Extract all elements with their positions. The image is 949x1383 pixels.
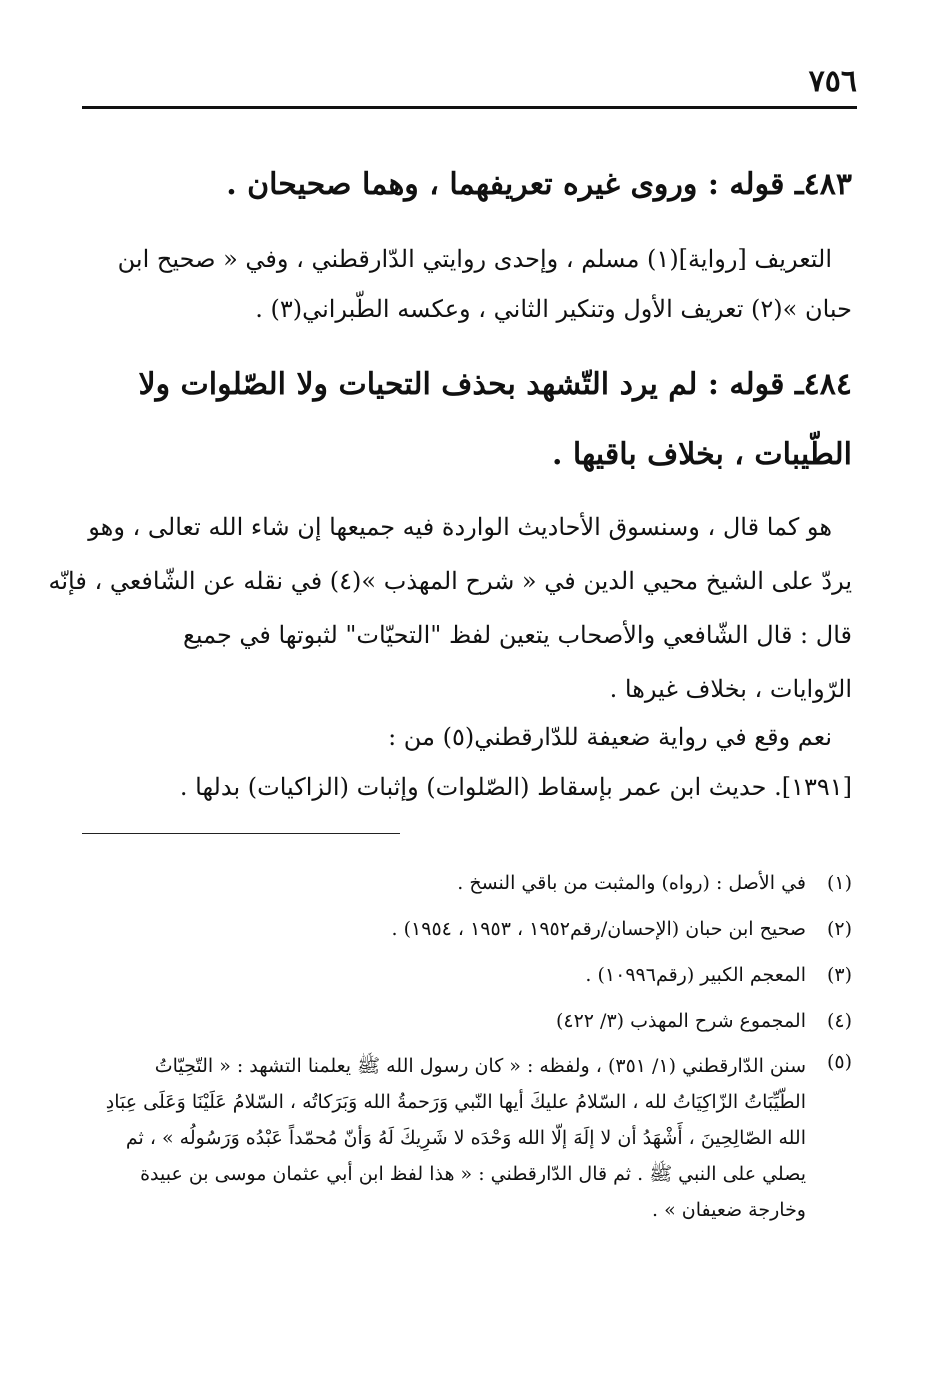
footnote-text: المعجم الكبير (رقم١٠٩٩٦) . [585, 964, 806, 986]
paragraph-note [82, 712, 852, 812]
hadith-reference-1391: [١٣٩١]. حديث ابن عمر بإسقاط (الصّلوات) وإثبات (الزاكيات) بدلها . [179, 773, 852, 801]
footnote-text: في الأصل : (رواه) والمثبت من باقي النسخ . [457, 872, 806, 894]
footnotes [82, 860, 852, 1228]
paragraph-484 [48, 500, 852, 716]
footnote-text: المجموع شرح المهذب (٣/ ٤٢٢) [555, 1010, 806, 1032]
footnote-number: (٥) [826, 1051, 852, 1073]
paragraph-484-line-3: قال : قال الشّافعي والأصحاب يتعين لفظ "التحيّات" لثبوتها في جميع [183, 621, 852, 649]
footnote-4 [82, 998, 852, 1044]
paragraph-483-line-2: حبان »(٢) تعريف الأول وتنكير الثاني ، وعكسه الطّبراني(٣) . [255, 295, 852, 323]
paragraph-483-line-1: التعريف [رواية](١) مسلم ، وإحدى روايتي الدّارقطني ، وفي « صحيح ابن [117, 245, 832, 273]
footnote-2 [82, 906, 852, 952]
heading-484-line-2: الطّيبات ، بخلاف باقيها . [551, 437, 852, 472]
footnote-1 [82, 860, 852, 906]
footnote-5-line-1: سنن الدّارقطني (١/ ٣٥١) ، ولفظه : « كان رسول الله ﷺ يعلمنا التشهد : « التّحِيّاتُ [154, 1055, 806, 1077]
heading-483-line: ٤٨٣ـ قوله : وروى غيره تعريفهما ، وهما صحيحان . [226, 167, 852, 202]
paragraph-483 [82, 234, 852, 334]
heading-484-line-1: ٤٨٤ـ قوله : لم يرد التّشهد بحذف التحيات ولا الصّلوات ولا [138, 367, 852, 402]
footnote-number: (٤) [826, 1010, 852, 1032]
footnote-separator [82, 833, 400, 834]
paragraph-note-line-1: نعم وقع في رواية ضعيفة للدّارقطني(٥) من : [388, 723, 832, 751]
footnote-3 [82, 952, 852, 998]
footnote-number: (٣) [826, 964, 852, 986]
heading-483 [82, 152, 852, 218]
footnote-number: (١) [826, 872, 852, 894]
footnote-text: صحيح ابن حبان (الإحسان/رقم١٩٥٢ ، ١٩٥٣ ، ١٩٥٤) . [391, 918, 806, 940]
footnote-5-line-5: وخارجة ضعيفان » . [652, 1199, 806, 1221]
footnote-5-line-4: يصلي على النبي ﷺ . ثم قال الدّارقطني : « هذا لفظ ابن أبي عثمان موسى بن عبيدة [140, 1163, 806, 1185]
heading-484 [82, 350, 852, 490]
footnote-5-line-3: الله الصّالِحِينَ ، أَشْهَدُ أن لا إلَهَ إلّا الله وَحْدَه لا شَرِيكَ لَهُ وَأنّ مُحمّداً عَبْدُه وَرَسُولُه » ، ثم [125, 1127, 806, 1149]
footnote-5-line-2: الطّيِّبَاتُ الزّاكِيَاتُ لله ، السّلامُ عليكَ أيها النّبي وَرَحمةُ الله وَبَرَكاتُه ، السّلامُ عَلَيْنَا وَعَلَى عِبَادِ [105, 1091, 806, 1113]
paragraph-484-line-4: الرّوايات ، بخلاف غيرها . [609, 675, 852, 703]
header-rule [82, 106, 857, 109]
footnote-5 [82, 1044, 852, 1228]
footnote-number: (٢) [826, 918, 852, 940]
paragraph-484-line-2: يردّ على الشيخ محيي الدين في « شرح المهذب »(٤) في نقله عن الشّافعي ، فإنّه [48, 567, 852, 595]
page-number: ٧٥٦ [808, 64, 857, 99]
paragraph-484-line-1: هو كما قال ، وسنسوق الأحاديث الواردة فيه جميعها إن شاء الله تعالى ، وهو [88, 513, 832, 541]
